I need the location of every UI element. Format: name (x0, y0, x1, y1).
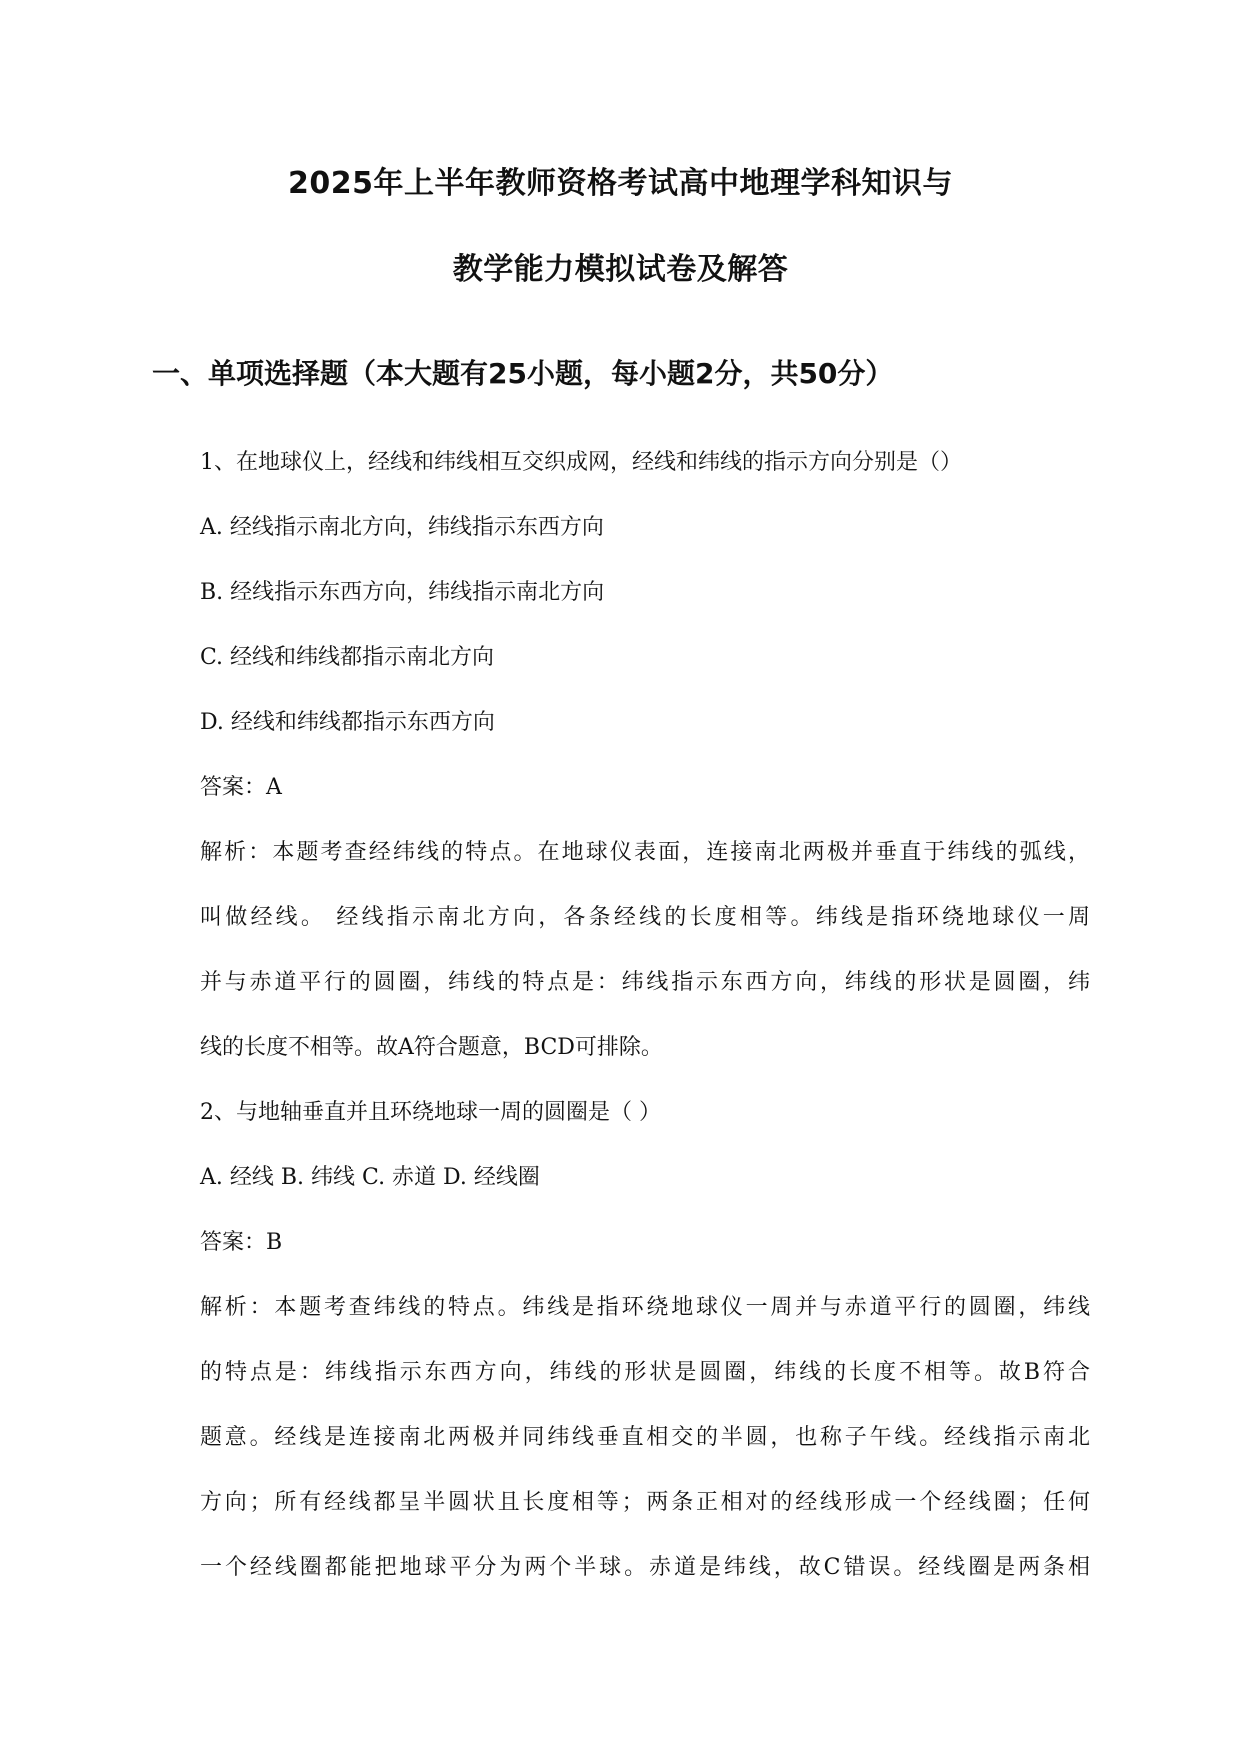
question-1-option-c: C. 经线和纬线都指示南北方向 (200, 645, 495, 670)
question-2-analysis-line: 一个经线圈都能把地球平分为两个半球。赤道是纬线，故C错误。经线圈是两条相 (200, 1555, 1090, 1580)
question-1-analysis-line: 并与赤道平行的圆圈，纬线的特点是：纬线指示东西方向，纬线的形状是圆圈，纬 (200, 970, 1090, 995)
question-1-answer: 答案：A (200, 775, 282, 800)
question-2-analysis-line: 题意。经线是连接南北两极并同纬线垂直相交的半圆，也称子午线。经线指示南北 (200, 1425, 1090, 1450)
question-2-analysis-line: 解析：本题考查纬线的特点。纬线是指环绕地球仪一周并与赤道平行的圆圈，纬线 (200, 1295, 1090, 1320)
question-1-option-b: B. 经线指示东西方向，纬线指示南北方向 (200, 580, 605, 605)
question-2-answer: 答案：B (200, 1230, 283, 1255)
document-title-line-1: 2025年上半年教师资格考试高中地理学科知识与 (288, 166, 953, 201)
section-heading: 一、单项选择题（本大题有25小题，每小题2分，共50分） (152, 357, 894, 390)
question-2-stem: 2、与地轴垂直并且环绕地球一周的圆圈是（ ） (200, 1100, 661, 1125)
question-1-option-d: D. 经线和纬线都指示东西方向 (200, 710, 495, 735)
question-1-stem: 1、在地球仪上，经线和纬线相互交织成网，经线和纬线的指示方向分别是（） (200, 450, 962, 475)
question-2-options: A. 经线 B. 纬线 C. 赤道 D. 经线圈 (200, 1165, 540, 1190)
question-1-analysis-line: 解析：本题考查经纬线的特点。在地球仪表面，连接南北两极并垂直于纬线的弧线， (200, 840, 1090, 865)
question-2-analysis-line: 方向；所有经线都呈半圆状且长度相等；两条正相对的经线形成一个经线圈；任何 (200, 1490, 1090, 1515)
document-title-line-2: 教学能力模拟试卷及解答 (452, 252, 789, 287)
question-2-analysis-line: 的特点是：纬线指示东西方向，纬线的形状是圆圈，纬线的长度不相等。故B符合 (200, 1360, 1090, 1385)
question-1-option-a: A. 经线指示南北方向，纬线指示东西方向 (200, 515, 604, 540)
question-1-analysis-line: 叫做经线。 经线指示南北方向，各条经线的长度相等。纬线是指环绕地球仪一周 (200, 905, 1090, 930)
question-list (200, 430, 1090, 1600)
question-1-analysis-line: 线的长度不相等。故A符合题意，BCD可排除。 (200, 1035, 663, 1060)
